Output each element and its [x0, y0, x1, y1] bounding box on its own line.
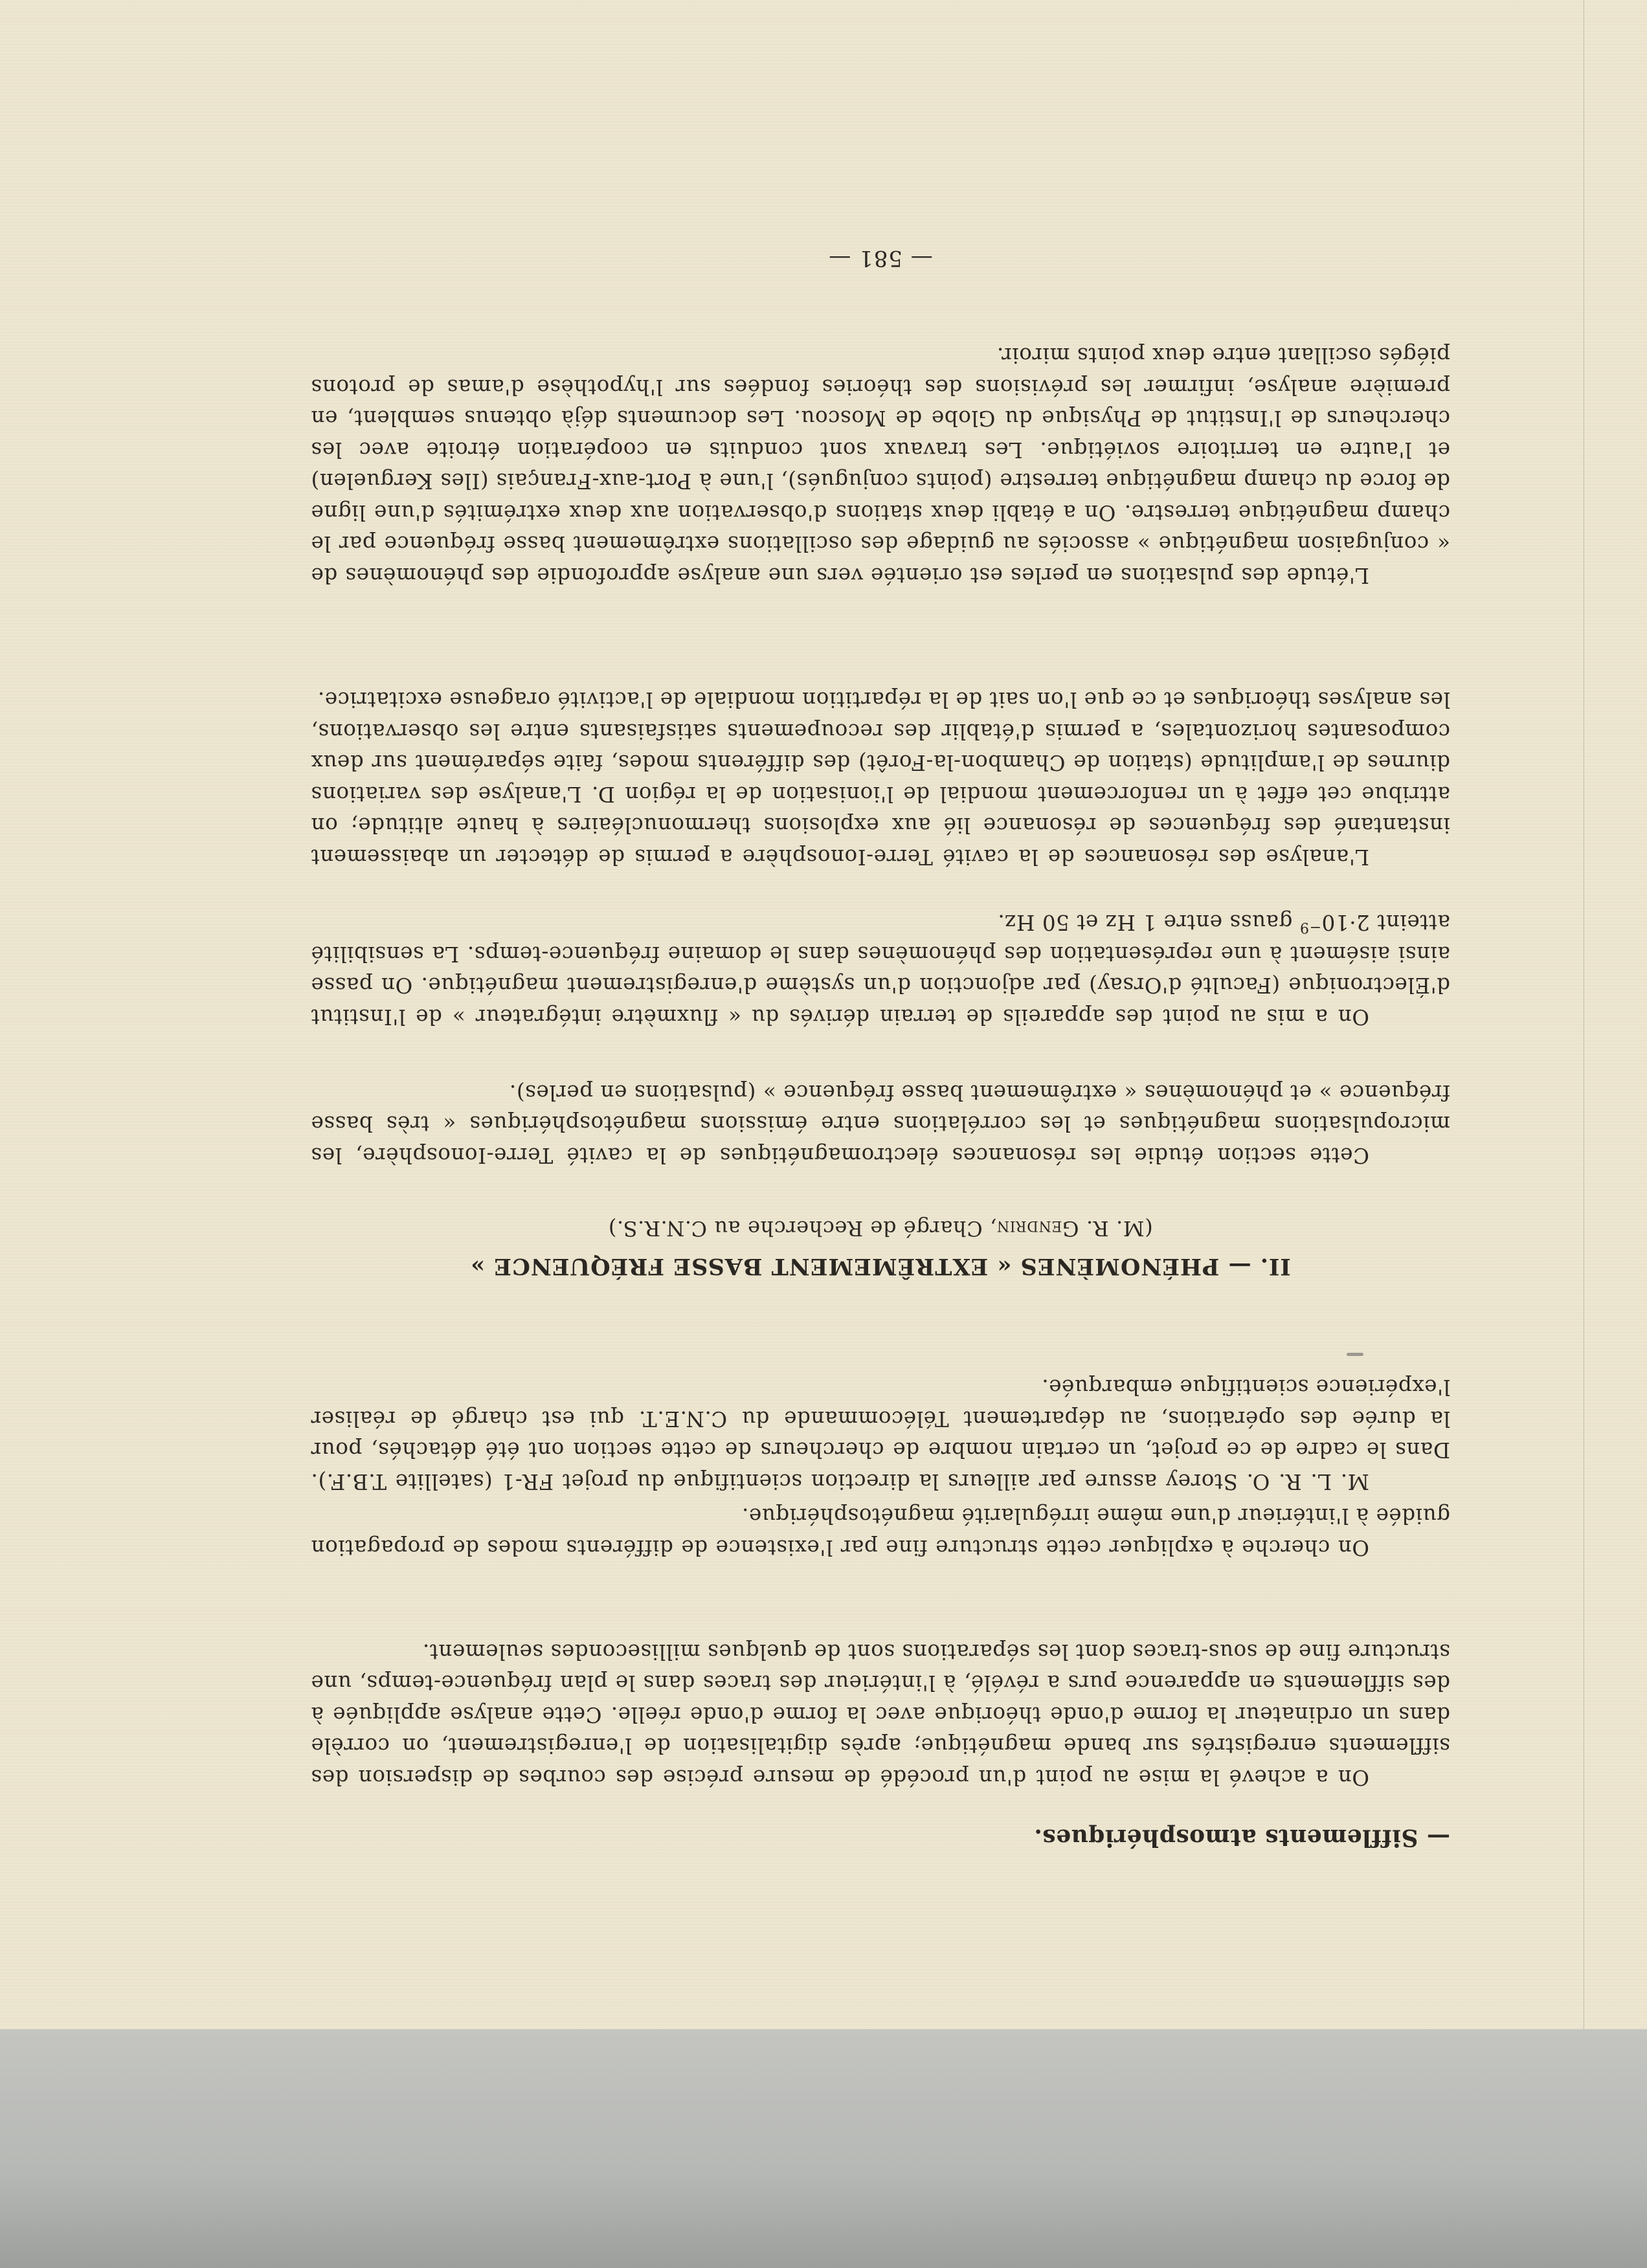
- paragraph-text: On a achevé la mise au point d'un procédé de mesure précise des courbes de dispersion des sifflements enregistrés sur bande magnétique; après digitalisation de l'enregistrement, on corrèle dans un ordinateur la forme d'onde théorique avec la forme d'onde réelle. Cette analyse appliquée à des sifflements en apparence purs a révélé, à l'intérieur des traces dans le plan fréquence-temps, une structure fine de sous-traces dont les séparations sont de quelques millisecondes seulement.: [311, 1640, 1450, 1790]
- scanner-background: [0, 2029, 1647, 2268]
- byline-block: [311, 1213, 1450, 1245]
- byline-suffix: , Chargé de Recherche au C.N.R.S.): [608, 1216, 997, 1241]
- paragraph-text: [311, 907, 1450, 1032]
- section-title-block: [311, 1251, 1450, 1282]
- paragraph-storey: [311, 1372, 1450, 1497]
- paragraph-pulsations: [311, 340, 1450, 591]
- byline-author: Gendrin: [996, 1216, 1079, 1241]
- sensitivity-tail: gauss entre 1 Hz et 50 Hz.: [997, 910, 1300, 935]
- page-fold-line: [1583, 0, 1584, 2029]
- byline-prefix: (M. R.: [1079, 1216, 1153, 1241]
- paragraph-text: L'étude des pulsations en perles est orientée vers une analyse approfondie des phénomènes de « conjugaison magnétique » associés au guidage des oscillations extrêmement basse fréquence par le champ magnétique terrestre. On a établi deux stations d'observation aux deux extrémités d'une ligne de force du champ magnétique terrestre (points conjugués), l'une à Port-aux-Français (Iles Kerguelen) et l'autre en territoire soviétique. Les travaux sont conduits en coopération étroite avec les chercheurs de l'Institut de Physique du Globe de Moscou. Les documents déjà obtenus semblent, en première analyse, infirmer les prévisions des théories fondées sur l'hypothèse d'amas de protons piégés oscillant entre deux points miroir.: [311, 343, 1450, 588]
- paragraph-dispersion: [311, 1636, 1450, 1794]
- sensitivity-exponent: −9: [1299, 919, 1321, 936]
- paragraph-text: Cette section étudie les résonances électromagnétiques de la cavité Terre-Ionosphère, les micropulsations magnétiques et les corrélations entre émissions magnétosphériques « très basse fréquence » et phénomènes « extrêmement basse fréquence » (pulsations en perles).: [311, 1080, 1450, 1168]
- page-number: — 581 —: [828, 245, 933, 271]
- section-heading-sifflements: [311, 1822, 1450, 1854]
- paragraph-fluxmetre: [311, 907, 1450, 1032]
- heading-text: — Sifflements atmosphériques.: [1033, 1824, 1450, 1851]
- section-title: II. — PHÉNOMÈNES « EXTRÊMEMENT BASSE FRÉQUENCE »: [470, 1253, 1291, 1280]
- fluxmetre-text: On a mis au point des appareils de terrain dérivés du « fluxmètre intégrateur » de l'Institut d'Électronique (Faculté d'Orsay) par adjonction d'un système d'enregistrement magnétique. On passe ainsi aisément à une représentation des phénomènes dans le domaine fréquence-temps. La sensibilité atteint 2·10: [311, 910, 1450, 1029]
- paragraph-structure-fine: [311, 1500, 1450, 1563]
- paragraph-text: On cherche à expliquer cette structure fine par l'existence de différents modes de propagation guidée à l'intérieur d'une même irrégularité magnétosphérique.: [311, 1504, 1450, 1560]
- paragraph-text: L'analyse des résonances de la cavité Terre-Ionosphère a permis de détecter un abaissement instantané des fréquences de résonance lié aux explosions thermonucléaires à haute altitude; on attribue cet effet à un renforcement mondial de l'ionisation de la région D. L'analyse des variations diurnes de l'amplitude (station de Chambon-la-Forêt) des différents modes, faite séparément sur deux composantes horizontales, a permis d'établir des recoupements satisfaisants entre les observations, les analyses théoriques et ce que l'on sait de la répartition mondiale de l'activité orageuse excitatrice.: [311, 687, 1450, 869]
- text-column: [311, 0, 1450, 2029]
- paragraph-text: M. L. R. O. Storey assure par ailleurs la direction scientifique du projet FR-1 (satellite T.B.F.). Dans le cadre de ce projet, un certain nombre de chercheurs de cette section ont été détachés, pour la durée des opérations, au département Télécommande du C.N.E.T. qui est chargé de réaliser l'expérience scientifique embarquée.: [311, 1375, 1450, 1494]
- paragraph-resonances: [311, 684, 1450, 873]
- byline: [311, 1213, 1450, 1245]
- paragraph-intro: [311, 1077, 1450, 1172]
- page-number-block: [311, 243, 1450, 274]
